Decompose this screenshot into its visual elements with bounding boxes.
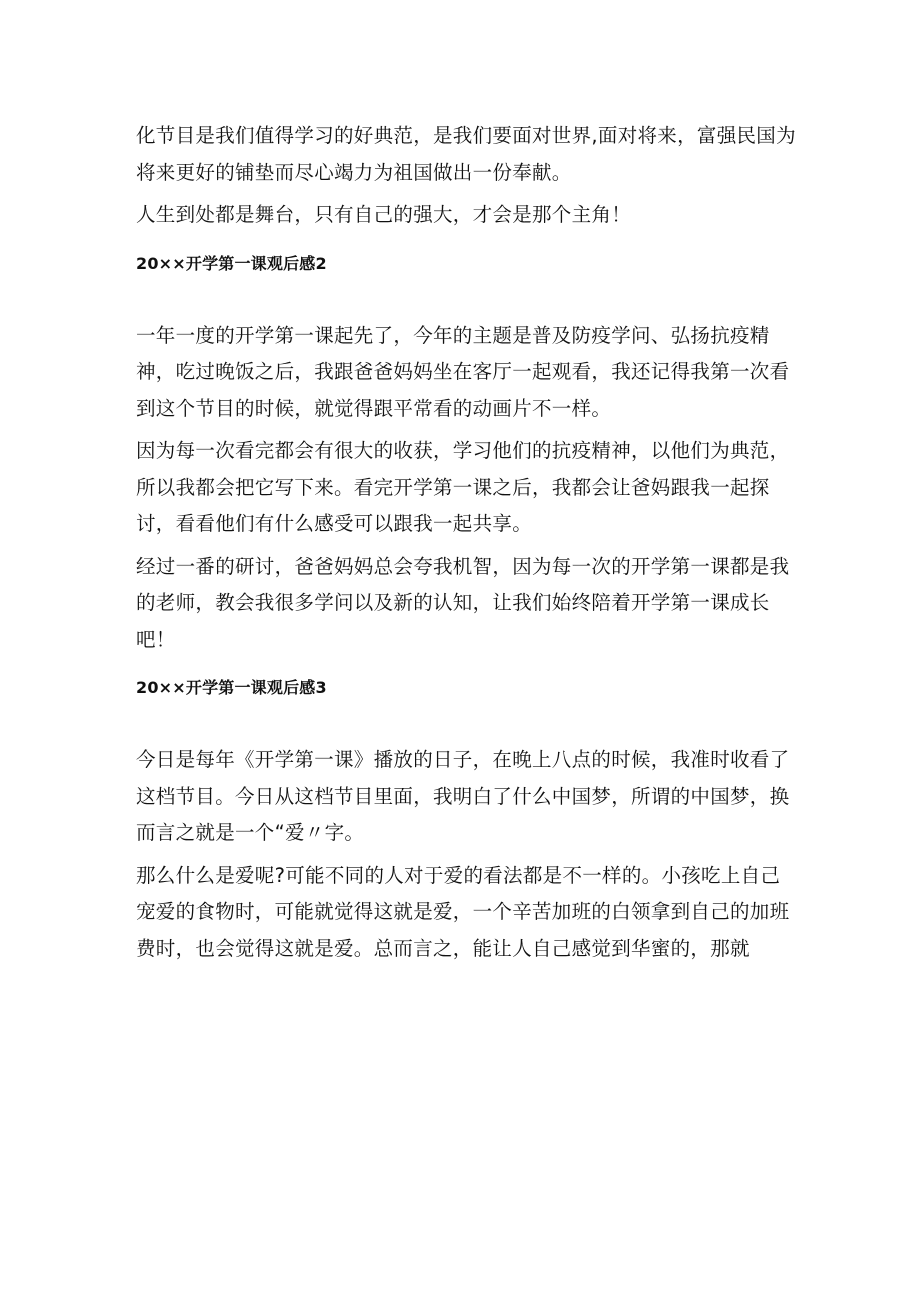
section3-paragraph-2: 那么什么是爱呢?可能不同的人对于爱的看法都是不一样的。小孩吃上自己宠爱的食物时，可能就觉得这就是爱，一个辛苦加班的白领拿到自己的加班费时，也会觉得这就是爱。总而言之，能让人自己感觉到华蜜的，那就 — [136, 863, 790, 960]
section2-paragraph-1: 一年一度的开学第一课起先了，今年的主题是普及防疫学问、弘扬抗疫精神，吃过晚饭之后，我跟爸爸妈妈坐在客厅一起观看，我还记得我第一次看到这个节目的时候，就觉得跟平常看的动画片不一样。 — [136, 323, 790, 420]
paragraph-stage: 人生到处都是舞台，只有自己的强大，才会是那个主角！ — [136, 203, 632, 226]
section3-paragraph-1: 今日是每年《开学第一课》播放的日子，在晚上八点的时候，我准时收看了这档节目。今日从这档节目里面，我明白了什么中国梦，所谓的中国梦，换而言之就是一个“爱〃字。 — [136, 748, 790, 844]
document-body — [136, 118, 796, 973]
section-heading-3: 20××开学第一课观后感3 — [136, 678, 327, 697]
section2-paragraph-2: 因为每一次看完都会有很大的收获，学习他们的抗疫精神，以他们为典范，所以我都会把它写下来。看完开学第一课之后，我都会让爸妈跟我一起探讨，看看他们有什么感受可以跟我一起共享。 — [136, 439, 790, 535]
paragraph-intro: 化节目是我们值得学习的好典范，是我们要面对世界,面对将来，富强民国为将来更好的铺垫而尽心竭力为祖国做出一份奉献。 — [136, 124, 796, 184]
section-heading-2: 20××开学第一课观后感2 — [136, 253, 327, 273]
section2-paragraph-3: 经过一番的研讨，爸爸妈妈总会夸我机智，因为每一次的开学第一课都是我的老师，教会我很多学问以及新的认知，让我们始终陪着开学第一课成长吧！ — [136, 554, 790, 651]
